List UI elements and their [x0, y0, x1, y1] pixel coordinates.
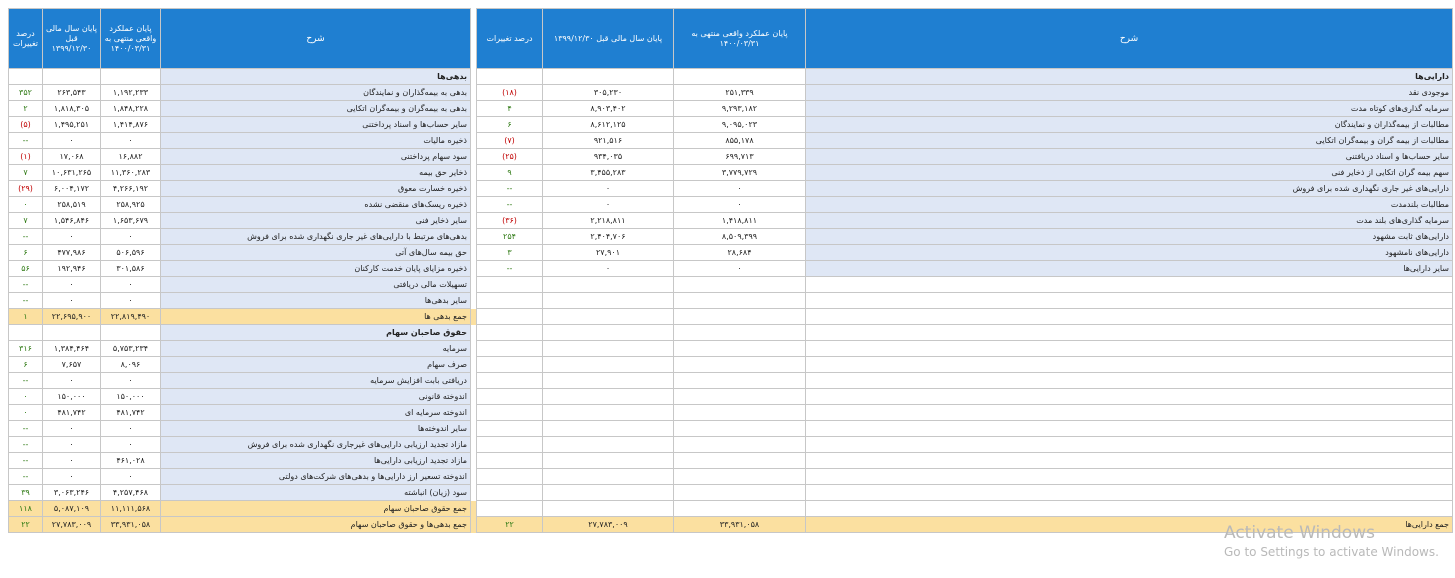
asset-curr-cell — [674, 437, 806, 453]
liab-prev-cell: ۴۷۷,۹۸۶ — [43, 245, 101, 261]
table-row — [9, 69, 1453, 85]
asset-curr-cell — [674, 293, 806, 309]
asset-curr-cell — [674, 389, 806, 405]
liab-prev-cell — [43, 69, 101, 85]
asset-change-cell — [477, 325, 543, 341]
asset-desc-cell: جمع دارایی‌ها — [806, 517, 1453, 533]
liab-change-cell: -- — [9, 277, 43, 293]
table-row — [9, 357, 1453, 373]
header-row — [9, 9, 1453, 69]
asset-prev-cell — [543, 485, 674, 501]
liab-curr-cell: ۱,۱۹۲,۲۳۳ — [101, 85, 161, 101]
asset-change-cell: ۶ — [477, 117, 543, 133]
asset-desc-cell: سایر دارایی‌ها — [806, 261, 1453, 277]
liab-curr-cell: ۰ — [101, 293, 161, 309]
asset-curr-cell: ۰ — [674, 197, 806, 213]
liab-curr-cell: ۸,۰۹۶ — [101, 357, 161, 373]
asset-curr-header: پایان عملکرد واقعی منتهی به ۱۴۰۰/۰۳/۳۱ — [674, 9, 806, 69]
asset-change-cell: (۳۶) — [477, 213, 543, 229]
asset-curr-cell: ۰ — [674, 261, 806, 277]
asset-desc-cell — [806, 501, 1453, 517]
liab-change-cell: ۶ — [9, 245, 43, 261]
liab-change-cell: ۳۵۲ — [9, 85, 43, 101]
liab-curr-cell: ۱۵۰,۰۰۰ — [101, 389, 161, 405]
liab-curr-cell: ۰ — [101, 437, 161, 453]
asset-desc-cell — [806, 405, 1453, 421]
liab-change-cell: ۱۱۸ — [9, 501, 43, 517]
asset-prev-header: پایان سال مالی قبل ۱۳۹۹/۱۲/۳۰ — [543, 9, 674, 69]
asset-desc-cell — [806, 437, 1453, 453]
asset-desc-cell: موجودی نقد — [806, 85, 1453, 101]
asset-prev-cell: ۳۰۵,۲۳۰ — [543, 85, 674, 101]
liab-desc-cell: اندوخته سرمایه ای — [161, 405, 471, 421]
asset-change-cell: (۲۵) — [477, 149, 543, 165]
liab-change-cell: (۲۹) — [9, 181, 43, 197]
asset-prev-cell: ۹۲۱,۵۱۶ — [543, 133, 674, 149]
asset-desc-cell: سایر حساب‌ها و اسناد دریافتنی — [806, 149, 1453, 165]
asset-curr-cell: ۹,۰۹۵,۰۲۳ — [674, 117, 806, 133]
liab-change-cell: -- — [9, 229, 43, 245]
asset-curr-cell: ۸,۵۰۹,۳۹۹ — [674, 229, 806, 245]
liab-prev-cell: ۴۸۱,۷۴۲ — [43, 405, 101, 421]
asset-change-cell — [477, 293, 543, 309]
liab-desc-cell: مازاد تجدید ارزیابی دارایی‌های غیرجاری نگهداری شده برای فروش — [161, 437, 471, 453]
liab-desc-cell: دریافتی بابت افزایش سرمایه — [161, 373, 471, 389]
liab-change-cell: -- — [9, 293, 43, 309]
watermark-subtitle: Go to Settings to activate Windows. — [1224, 545, 1439, 559]
asset-curr-cell: ۱,۴۱۸,۸۱۱ — [674, 213, 806, 229]
liab-desc-cell: سود سهام پرداختنی — [161, 149, 471, 165]
asset-curr-cell: ۶۹۹,۷۱۳ — [674, 149, 806, 165]
liab-prev-cell: ۱۰,۶۳۱,۲۶۵ — [43, 165, 101, 181]
table-row — [9, 213, 1453, 229]
asset-desc-cell — [806, 277, 1453, 293]
watermark-title: Activate Windows — [1224, 523, 1375, 543]
liab-change-cell: ۳۱۶ — [9, 341, 43, 357]
asset-desc-cell: دارایی‌های غیر جاری نگهداری شده برای فروش — [806, 181, 1453, 197]
liab-prev-cell: ۲۵۸,۵۱۹ — [43, 197, 101, 213]
liab-curr-cell: ۳۰۱,۵۸۶ — [101, 261, 161, 277]
asset-desc-cell: سهم بیمه گران اتکایی از ذخایر فنی — [806, 165, 1453, 181]
asset-prev-cell: ۲,۲۱۸,۸۱۱ — [543, 213, 674, 229]
liab-curr-cell: ۱۱,۱۱۱,۵۶۸ — [101, 501, 161, 517]
asset-change-cell — [477, 437, 543, 453]
liab-desc-cell: سایر ذخایر فنی — [161, 213, 471, 229]
asset-desc-cell: مطالبات بلندمدت — [806, 197, 1453, 213]
liab-change-cell: ۶ — [9, 357, 43, 373]
asset-prev-cell — [543, 309, 674, 325]
liab-desc-cell: سایر حساب‌ها و اسناد پرداختنی — [161, 117, 471, 133]
asset-curr-cell: ۹,۲۹۳,۱۸۲ — [674, 101, 806, 117]
asset-change-cell: ۲۵۴ — [477, 229, 543, 245]
asset-desc-cell — [806, 293, 1453, 309]
liab-prev-cell: ۰ — [43, 469, 101, 485]
liab-change-cell: ۲۲ — [9, 517, 43, 533]
table-row — [9, 485, 1453, 501]
asset-prev-cell — [543, 341, 674, 357]
liab-desc-cell: ذخیره خسارت معوق — [161, 181, 471, 197]
liab-prev-cell: ۳,۰۶۳,۲۴۶ — [43, 485, 101, 501]
asset-prev-cell: ۹۳۴,۰۳۵ — [543, 149, 674, 165]
liab-curr-cell: ۰ — [101, 229, 161, 245]
liab-prev-cell: ۲۷,۷۸۳,۰۰۹ — [43, 517, 101, 533]
liab-change-cell — [9, 325, 43, 341]
liab-prev-cell — [43, 325, 101, 341]
asset-prev-cell — [543, 293, 674, 309]
asset-prev-cell: ۸,۹۰۳,۴۰۲ — [543, 101, 674, 117]
liab-curr-cell: ۱۱,۳۶۰,۲۸۳ — [101, 165, 161, 181]
liab-change-cell: ۰ — [9, 389, 43, 405]
asset-prev-cell — [543, 373, 674, 389]
liab-curr-cell: ۴,۲۶۶,۱۹۲ — [101, 181, 161, 197]
liab-prev-cell: ۰ — [43, 453, 101, 469]
liab-desc-cell: اندوخته قانونی — [161, 389, 471, 405]
liab-desc-cell: تسهیلات مالی دریافتی — [161, 277, 471, 293]
asset-prev-cell: ۰ — [543, 197, 674, 213]
asset-change-cell — [477, 421, 543, 437]
table-row — [9, 181, 1453, 197]
asset-change-cell: -- — [477, 197, 543, 213]
liab-desc-cell: جمع حقوق صاحبان سهام — [161, 501, 471, 517]
asset-change-cell — [477, 277, 543, 293]
asset-curr-cell — [674, 341, 806, 357]
asset-curr-cell — [674, 421, 806, 437]
asset-curr-cell — [674, 325, 806, 341]
liab-prev-cell: ۲۲,۶۹۵,۹۰۰ — [43, 309, 101, 325]
table-row — [9, 85, 1453, 101]
asset-desc-cell: دارایی‌های نامشهود — [806, 245, 1453, 261]
liab-desc-cell: ذخیره ریسک‌های منقضی نشده — [161, 197, 471, 213]
liab-change-cell: -- — [9, 469, 43, 485]
table-row — [9, 517, 1453, 533]
liab-desc-cell: مازاد تجدید ارزیابی دارایی‌ها — [161, 453, 471, 469]
liab-prev-cell: ۰ — [43, 421, 101, 437]
asset-curr-cell: ۲۸,۶۸۴ — [674, 245, 806, 261]
asset-curr-cell — [674, 309, 806, 325]
asset-prev-cell — [543, 421, 674, 437]
liab-curr-cell: ۰ — [101, 421, 161, 437]
liab-desc-header: شرح — [161, 9, 471, 69]
liab-prev-cell: ۰ — [43, 277, 101, 293]
asset-change-cell — [477, 341, 543, 357]
liab-desc-cell: حقوق صاحبان سهام — [161, 325, 471, 341]
liab-change-cell: (۱) — [9, 149, 43, 165]
asset-curr-cell: ۳,۷۷۹,۷۲۹ — [674, 165, 806, 181]
asset-curr-cell — [674, 501, 806, 517]
liab-change-cell: -- — [9, 421, 43, 437]
table-row — [9, 389, 1453, 405]
liab-change-cell: -- — [9, 437, 43, 453]
liab-curr-cell: ۴,۲۵۷,۴۶۸ — [101, 485, 161, 501]
liab-desc-cell: حق بیمه سال‌های آتی — [161, 245, 471, 261]
asset-change-cell: ۳ — [477, 245, 543, 261]
table-row — [9, 165, 1453, 181]
liab-prev-cell: ۵,۰۸۷,۱۰۹ — [43, 501, 101, 517]
liab-change-cell: -- — [9, 133, 43, 149]
asset-desc-cell: سرمایه گذاری‌های کوتاه مدت — [806, 101, 1453, 117]
liab-desc-cell: سرمایه — [161, 341, 471, 357]
asset-change-cell — [477, 405, 543, 421]
liab-change-cell: ۰ — [9, 405, 43, 421]
table-row — [9, 373, 1453, 389]
liab-desc-cell: سایر اندوخته‌ها — [161, 421, 471, 437]
asset-desc-cell: دارایی‌ها — [806, 69, 1453, 85]
liab-curr-cell: ۱,۶۵۳,۶۷۹ — [101, 213, 161, 229]
liab-curr-cell: ۳۳,۹۳۱,۰۵۸ — [101, 517, 161, 533]
asset-prev-cell: ۲,۴۰۴,۷۰۶ — [543, 229, 674, 245]
liab-change-cell: ۲ — [9, 101, 43, 117]
liab-prev-cell: ۰ — [43, 293, 101, 309]
liab-desc-cell: اندوخته تسعیر ارز دارایی‌ها و بدهی‌های شرکت‌های دولتی — [161, 469, 471, 485]
table-row — [9, 293, 1453, 309]
asset-prev-cell: ۳,۴۵۵,۲۸۳ — [543, 165, 674, 181]
liab-curr-cell: ۱۶,۸۸۲ — [101, 149, 161, 165]
asset-desc-cell: سرمایه گذاری‌های بلند مدت — [806, 213, 1453, 229]
liab-change-cell: -- — [9, 373, 43, 389]
asset-curr-cell: ۸۵۵,۱۷۸ — [674, 133, 806, 149]
asset-prev-cell — [543, 357, 674, 373]
asset-curr-cell: ۲۵۱,۳۳۹ — [674, 85, 806, 101]
asset-prev-cell — [543, 501, 674, 517]
asset-curr-cell: ۳۳,۹۳۱,۰۵۸ — [674, 517, 806, 533]
asset-change-cell — [477, 485, 543, 501]
liab-change-cell: -- — [9, 453, 43, 469]
liab-curr-cell: ۵۰۶,۵۹۶ — [101, 245, 161, 261]
liab-curr-cell: ۰ — [101, 277, 161, 293]
liab-desc-cell: جمع بدهی‌ ها — [161, 309, 471, 325]
liab-prev-cell: ۱۵۰,۰۰۰ — [43, 389, 101, 405]
liab-change-header: درصد تغییرات — [9, 9, 43, 69]
asset-prev-cell: ۰ — [543, 261, 674, 277]
liab-desc-cell: صرف سهام — [161, 357, 471, 373]
liab-prev-cell: ۰ — [43, 229, 101, 245]
asset-desc-cell — [806, 421, 1453, 437]
table-row — [9, 117, 1453, 133]
table-row — [9, 277, 1453, 293]
liab-desc-cell: بدهی‌های مرتبط با دارایی‌های غیر جاری نگهداری شده برای فروش — [161, 229, 471, 245]
asset-prev-cell — [543, 453, 674, 469]
liab-curr-cell: ۲۵۸,۹۲۵ — [101, 197, 161, 213]
liab-curr-cell — [101, 325, 161, 341]
liab-prev-cell: ۰ — [43, 373, 101, 389]
liab-change-cell — [9, 69, 43, 85]
liab-prev-cell: ۱۹۲,۹۴۶ — [43, 261, 101, 277]
asset-prev-cell: ۰ — [543, 181, 674, 197]
liab-change-cell: ۵۶ — [9, 261, 43, 277]
asset-change-cell: (۱۸) — [477, 85, 543, 101]
liab-curr-cell: ۱,۴۱۴,۸۷۶ — [101, 117, 161, 133]
table-row — [9, 197, 1453, 213]
liab-desc-cell: بدهی به بیمه‌گذاران و نمایندگان — [161, 85, 471, 101]
asset-desc-cell — [806, 357, 1453, 373]
liab-prev-cell: ۱,۳۸۴,۴۶۴ — [43, 341, 101, 357]
liab-curr-cell: ۰ — [101, 133, 161, 149]
liab-prev-cell: ۰ — [43, 437, 101, 453]
liab-curr-cell: ۵,۷۵۳,۲۳۴ — [101, 341, 161, 357]
liab-prev-cell: ۷,۶۵۷ — [43, 357, 101, 373]
liab-change-cell: (۵) — [9, 117, 43, 133]
table-row — [9, 341, 1453, 357]
asset-curr-cell — [674, 357, 806, 373]
asset-change-cell — [477, 469, 543, 485]
balance-sheet-table — [8, 8, 1453, 533]
liab-prev-cell: ۱۷,۰۶۸ — [43, 149, 101, 165]
liab-prev-cell: ۰ — [43, 133, 101, 149]
asset-change-cell: ۲۲ — [477, 517, 543, 533]
asset-curr-cell: ۰ — [674, 181, 806, 197]
table-row — [9, 261, 1453, 277]
asset-prev-cell — [543, 389, 674, 405]
liab-prev-cell: ۶,۰۰۴,۱۷۲ — [43, 181, 101, 197]
liab-change-cell: ۷ — [9, 165, 43, 181]
asset-desc-cell: مطالبات از بیمه‌گذاران و نمایندگان — [806, 117, 1453, 133]
asset-curr-cell — [674, 453, 806, 469]
liab-curr-cell: ۴۸۱,۷۴۲ — [101, 405, 161, 421]
asset-desc-cell: مطالبات از بیمه گران و بیمه‌گران اتکایی — [806, 133, 1453, 149]
asset-change-cell: ۴ — [477, 101, 543, 117]
asset-prev-cell: ۲۷,۷۸۳,۰۰۹ — [543, 517, 674, 533]
asset-desc-cell — [806, 325, 1453, 341]
asset-change-cell — [477, 357, 543, 373]
asset-desc-cell — [806, 373, 1453, 389]
asset-change-cell — [477, 501, 543, 517]
liab-curr-cell: ۴۶۱,۰۲۸ — [101, 453, 161, 469]
liab-curr-header: پایان عملکرد واقعی منتهی به ۱۴۰۰/۰۳/۳۱ — [101, 9, 161, 69]
liab-prev-cell: ۱,۸۱۸,۳۰۵ — [43, 101, 101, 117]
table-row — [9, 149, 1453, 165]
liab-change-cell: ۱ — [9, 309, 43, 325]
liab-prev-cell: ۱,۵۴۶,۸۴۶ — [43, 213, 101, 229]
asset-desc-cell: دارایی‌های ثابت مشهود — [806, 229, 1453, 245]
asset-change-cell: -- — [477, 181, 543, 197]
asset-curr-cell — [674, 469, 806, 485]
asset-curr-cell — [674, 277, 806, 293]
asset-change-cell: (۷) — [477, 133, 543, 149]
liab-curr-cell: ۰ — [101, 373, 161, 389]
liab-desc-cell: جمع بدهی‌ها و حقوق صاحبان سهام — [161, 517, 471, 533]
liab-curr-cell — [101, 69, 161, 85]
asset-prev-cell — [543, 277, 674, 293]
asset-change-cell — [477, 309, 543, 325]
liab-prev-header: پایان سال مالی قبل ۱۳۹۹/۱۲/۳۰ — [43, 9, 101, 69]
table-row — [9, 453, 1453, 469]
liab-prev-cell: ۱,۴۹۵,۲۵۱ — [43, 117, 101, 133]
asset-desc-cell — [806, 453, 1453, 469]
asset-desc-cell — [806, 341, 1453, 357]
liab-desc-cell: سایر بدهی‌ها — [161, 293, 471, 309]
liab-desc-cell: بدهی به بیمه‌گران و بیمه‌گران اتکایی — [161, 101, 471, 117]
table-row — [9, 245, 1453, 261]
asset-prev-cell: ۲۷,۹۰۱ — [543, 245, 674, 261]
asset-prev-cell — [543, 325, 674, 341]
asset-desc-cell — [806, 389, 1453, 405]
liab-change-cell: ۰ — [9, 197, 43, 213]
asset-change-cell — [477, 69, 543, 85]
liab-curr-cell: ۱,۸۴۸,۲۲۸ — [101, 101, 161, 117]
asset-desc-header: شرح — [806, 9, 1453, 69]
liab-change-cell: ۷ — [9, 213, 43, 229]
table-row — [9, 405, 1453, 421]
asset-change-cell: -- — [477, 261, 543, 277]
asset-desc-cell — [806, 485, 1453, 501]
asset-change-cell — [477, 389, 543, 405]
table-row — [9, 437, 1453, 453]
asset-prev-cell — [543, 405, 674, 421]
asset-change-cell — [477, 453, 543, 469]
asset-curr-cell — [674, 405, 806, 421]
table-row — [9, 133, 1453, 149]
table-row — [9, 469, 1453, 485]
table-row — [9, 309, 1453, 325]
asset-prev-cell — [543, 437, 674, 453]
table-row — [9, 101, 1453, 117]
asset-prev-cell — [543, 469, 674, 485]
table-row — [9, 421, 1453, 437]
asset-prev-cell — [543, 69, 674, 85]
asset-change-header: درصد تغییرات — [477, 9, 543, 69]
asset-curr-cell — [674, 373, 806, 389]
liab-desc-cell: ذخیره مزایای پایان خدمت کارکنان — [161, 261, 471, 277]
liab-change-cell: ۳۹ — [9, 485, 43, 501]
table-row — [9, 501, 1453, 517]
table-body — [9, 69, 1453, 533]
asset-curr-cell — [674, 485, 806, 501]
asset-curr-cell — [674, 69, 806, 85]
liab-desc-cell: ذخایر حق بیمه — [161, 165, 471, 181]
liab-desc-cell: ذخیره مالیات — [161, 133, 471, 149]
liab-curr-cell: ۰ — [101, 469, 161, 485]
asset-change-cell: ۹ — [477, 165, 543, 181]
liab-curr-cell: ۲۲,۸۱۹,۴۹۰ — [101, 309, 161, 325]
asset-desc-cell — [806, 469, 1453, 485]
table-row — [9, 325, 1453, 341]
liab-prev-cell: ۲۶۳,۵۴۳ — [43, 85, 101, 101]
table-row — [9, 229, 1453, 245]
asset-desc-cell — [806, 309, 1453, 325]
asset-change-cell — [477, 373, 543, 389]
liab-desc-cell: بدهی‌ها — [161, 69, 471, 85]
asset-prev-cell: ۸,۶۱۲,۱۲۵ — [543, 117, 674, 133]
liab-desc-cell: سود (زیان) انباشته — [161, 485, 471, 501]
